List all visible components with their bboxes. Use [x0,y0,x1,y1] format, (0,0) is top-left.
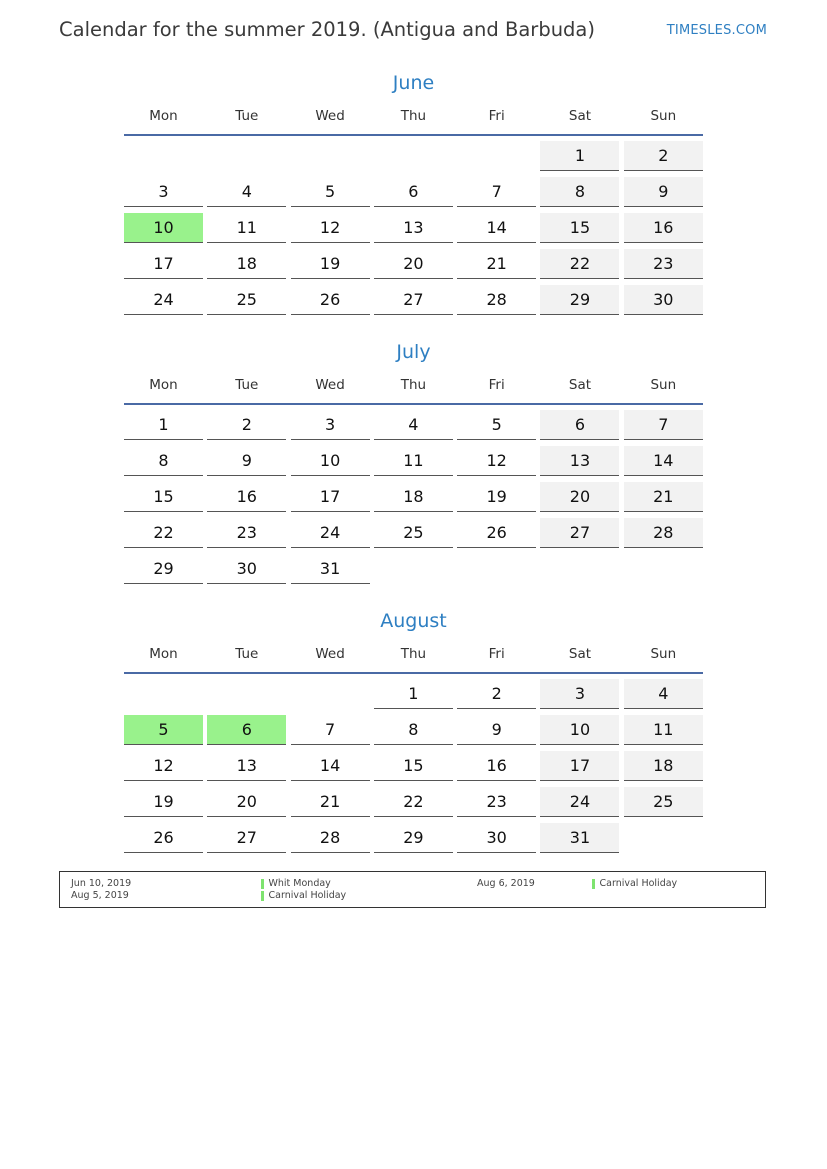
holiday-marker-icon [261,879,264,889]
day-cell: 27 [540,518,619,548]
day-cell: 22 [540,249,619,279]
day-grid [124,679,703,853]
day-cell: 5 [291,177,370,207]
day-cell: 29 [374,823,453,853]
day-cell: 18 [624,751,703,781]
day-cell: 16 [457,751,536,781]
day-cell: 24 [540,787,619,817]
weekday-label: Sat [568,646,592,662]
header-divider [124,134,703,136]
day-grid [124,410,703,584]
day-grid [124,141,703,315]
header-divider [124,403,703,405]
weekday-label: Sun [650,108,677,124]
day-cell: 8 [124,446,203,476]
holiday-day-cell: 5 [124,715,203,745]
day-cell: 30 [207,554,286,584]
day-cell: 28 [624,518,703,548]
weekday-label: Tue [235,377,259,393]
day-cell: 19 [291,249,370,279]
day-cell: 10 [540,715,619,745]
day-cell: 2 [457,679,536,709]
legend-holiday-name: Whit Monday [268,878,331,889]
weekday-label: Thu [400,646,427,662]
day-cell: 25 [374,518,453,548]
day-cell: 4 [207,177,286,207]
weekday-label: Wed [315,646,345,662]
day-cell: 1 [124,410,203,440]
day-cell: 13 [374,213,453,243]
day-cell: 11 [624,715,703,745]
empty-cell [124,679,203,709]
weekday-label: Mon [149,646,178,662]
weekday-label: Mon [149,108,178,124]
weekday-header [124,106,703,126]
day-cell: 30 [457,823,536,853]
day-cell: 25 [624,787,703,817]
day-cell: 31 [540,823,619,853]
empty-cell [374,141,453,171]
holiday-marker-icon [592,879,595,889]
month-title: August [380,610,447,632]
weekday-label: Fri [488,377,505,393]
header-divider [124,672,703,674]
empty-cell [291,679,370,709]
weekday-header [124,375,703,395]
legend-item [60,890,346,901]
day-cell: 7 [291,715,370,745]
weekday-label: Sat [568,108,592,124]
month-title: June [392,72,435,94]
legend-holiday-name: Carnival Holiday [268,890,347,901]
day-cell: 23 [457,787,536,817]
weekday-label: Thu [400,108,427,124]
day-cell: 9 [207,446,286,476]
weekday-label: Fri [488,108,505,124]
weekday-label: Sat [568,377,592,393]
empty-cell [457,141,536,171]
holiday-marker-icon [261,891,264,901]
month-june [124,70,703,315]
day-cell: 16 [207,482,286,512]
month-title: July [396,341,431,363]
day-cell: 7 [457,177,536,207]
day-cell: 26 [457,518,536,548]
day-cell: 16 [624,213,703,243]
day-cell: 3 [291,410,370,440]
weekday-label: Sun [650,646,677,662]
day-cell: 13 [540,446,619,476]
day-cell: 18 [207,249,286,279]
day-cell: 2 [207,410,286,440]
day-cell: 28 [291,823,370,853]
day-cell: 20 [540,482,619,512]
weekday-header [124,644,703,664]
day-cell: 19 [124,787,203,817]
empty-cell [291,141,370,171]
day-cell: 12 [457,446,536,476]
legend-date: Jun 10, 2019 [71,878,132,889]
day-cell: 21 [457,249,536,279]
day-cell: 15 [124,482,203,512]
weekday-label: Fri [488,646,505,662]
day-cell: 6 [540,410,619,440]
day-cell: 23 [207,518,286,548]
day-cell: 24 [124,285,203,315]
holiday-day-cell: 10 [124,213,203,243]
day-cell: 3 [124,177,203,207]
day-cell: 31 [291,554,370,584]
day-cell: 1 [374,679,453,709]
day-cell: 6 [374,177,453,207]
day-cell: 2 [624,141,703,171]
day-cell: 28 [457,285,536,315]
day-cell: 9 [624,177,703,207]
day-cell: 30 [624,285,703,315]
holiday-legend [59,871,766,908]
day-cell: 17 [540,751,619,781]
day-cell: 21 [624,482,703,512]
day-cell: 14 [624,446,703,476]
holiday-day-cell: 6 [207,715,286,745]
day-cell: 5 [457,410,536,440]
day-cell: 13 [207,751,286,781]
day-cell: 10 [291,446,370,476]
weekday-label: Wed [315,108,345,124]
day-cell: 27 [374,285,453,315]
day-cell: 11 [374,446,453,476]
day-cell: 22 [374,787,453,817]
day-cell: 14 [291,751,370,781]
day-cell: 17 [124,249,203,279]
day-cell: 8 [540,177,619,207]
weekday-label: Thu [400,377,427,393]
day-cell: 1 [540,141,619,171]
day-cell: 26 [291,285,370,315]
day-cell: 7 [624,410,703,440]
weekday-label: Tue [235,646,259,662]
empty-cell [207,141,286,171]
page-title: Calendar for the summer 2019. (Antigua and Barbuda) [59,18,595,41]
weekday-label: Mon [149,377,178,393]
brand-link[interactable]: TIMESLES.COM [666,23,767,38]
day-cell: 26 [124,823,203,853]
day-cell: 24 [291,518,370,548]
weekday-label: Tue [235,108,259,124]
day-cell: 20 [374,249,453,279]
legend-holiday-name: Carnival Holiday [599,878,678,889]
day-cell: 8 [374,715,453,745]
day-cell: 29 [124,554,203,584]
day-cell: 20 [207,787,286,817]
weekday-label: Wed [315,377,345,393]
month-august [124,608,703,853]
day-cell: 11 [207,213,286,243]
legend-date: Aug 6, 2019 [477,878,535,889]
day-cell: 14 [457,213,536,243]
day-cell: 17 [291,482,370,512]
day-cell: 3 [540,679,619,709]
day-cell: 4 [374,410,453,440]
empty-cell [124,141,203,171]
legend-item [466,878,677,889]
day-cell: 27 [207,823,286,853]
day-cell: 12 [124,751,203,781]
legend-item [60,878,331,889]
day-cell: 23 [624,249,703,279]
day-cell: 15 [374,751,453,781]
month-july [124,339,703,584]
day-cell: 9 [457,715,536,745]
day-cell: 21 [291,787,370,817]
day-cell: 29 [540,285,619,315]
day-cell: 22 [124,518,203,548]
day-cell: 4 [624,679,703,709]
empty-cell [207,679,286,709]
day-cell: 12 [291,213,370,243]
day-cell: 25 [207,285,286,315]
day-cell: 15 [540,213,619,243]
day-cell: 18 [374,482,453,512]
weekday-label: Sun [650,377,677,393]
legend-date: Aug 5, 2019 [71,890,129,901]
day-cell: 19 [457,482,536,512]
